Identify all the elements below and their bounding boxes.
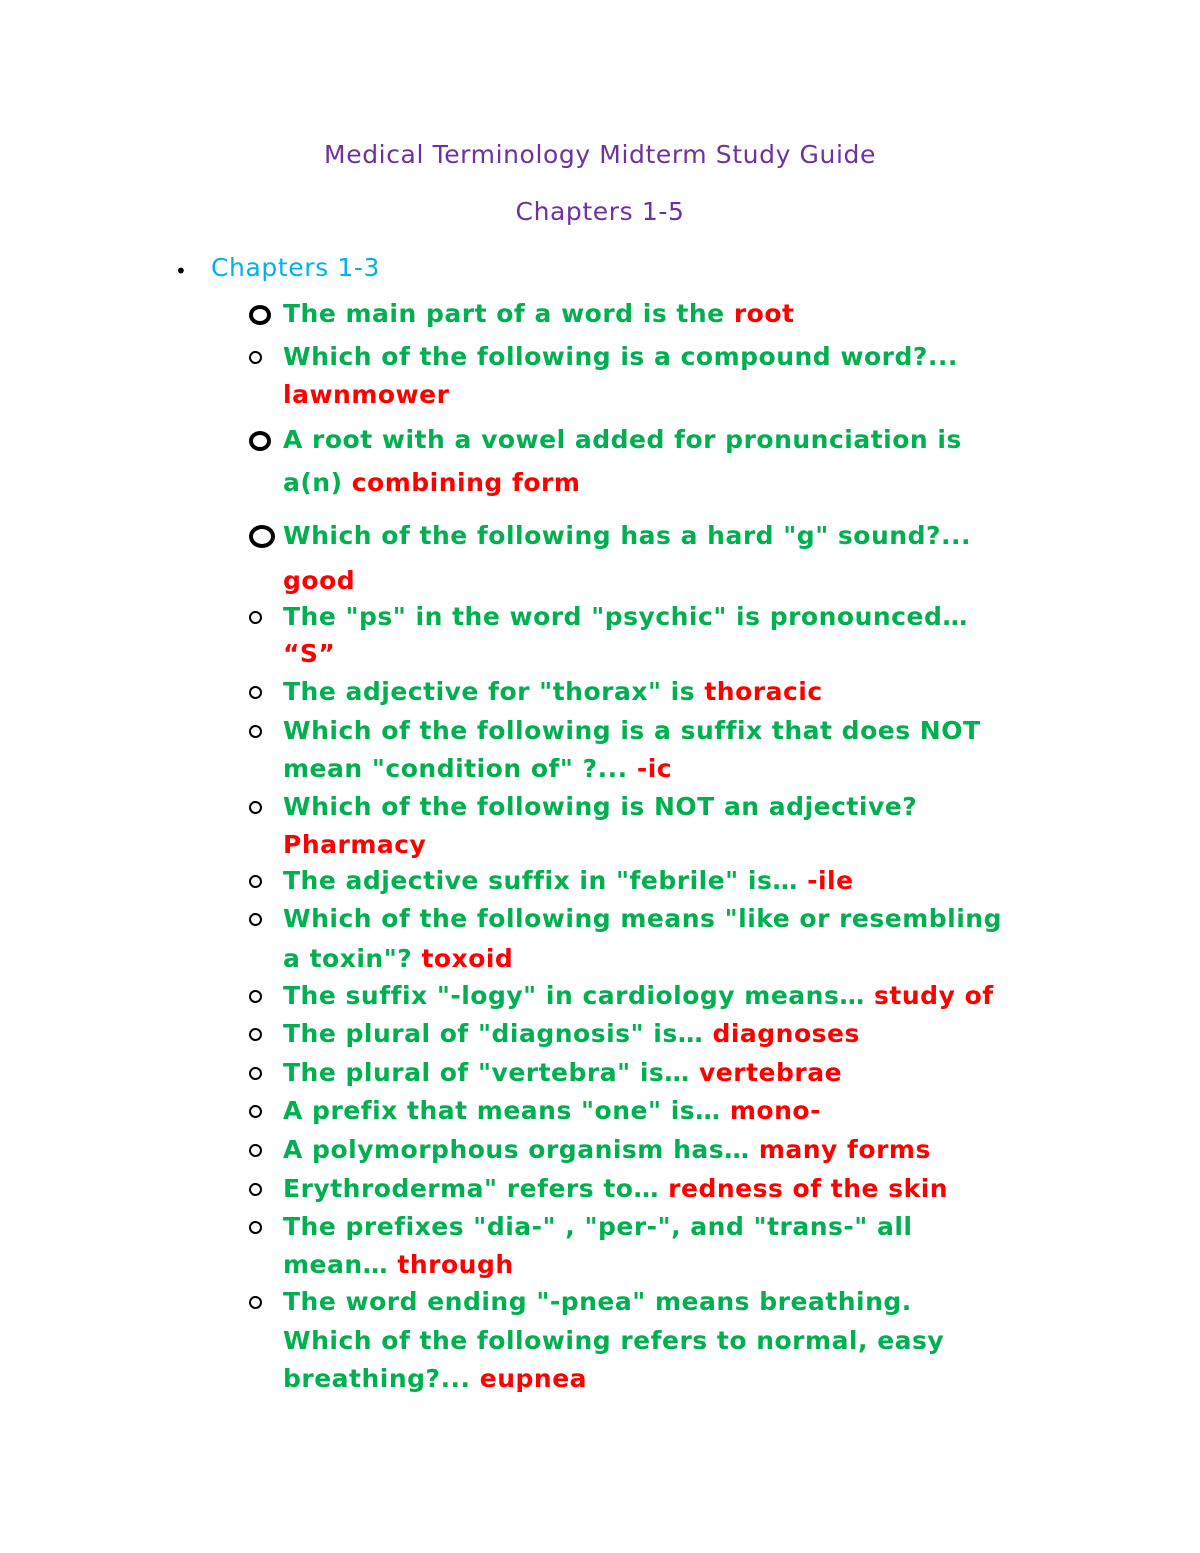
question-text: breathing?... <box>283 1364 480 1393</box>
answer-text: toxoid <box>421 944 514 973</box>
question-text: Which of the following has a hard "g" sound?... <box>283 521 971 550</box>
answer-text: study of <box>874 981 994 1010</box>
answer-text: mono- <box>729 1096 821 1125</box>
question-text: A prefix that means "one" is… <box>283 1096 730 1125</box>
question-text: The suffix "-logy" in cardiology means… <box>283 981 875 1010</box>
question-text: Which of the following means "like or resembling <box>283 904 1002 933</box>
hollow-circle-bullet-icon <box>249 913 262 926</box>
answer-text: combining form <box>351 468 581 497</box>
question-text: Which of the following is a suffix that does NOT <box>283 716 981 745</box>
answer-text: “S” <box>283 639 336 668</box>
question-text: A root with a vowel added for pronunciation is <box>283 425 962 454</box>
question-text: The word ending "-pnea" means breathing. <box>283 1287 912 1316</box>
hollow-circle-bullet-icon <box>249 725 262 738</box>
answer-text: good <box>283 566 356 595</box>
answer-text: -ile <box>807 866 854 895</box>
question-text: a(n) <box>283 468 352 497</box>
section-label: Chapters 1-3 <box>211 253 380 282</box>
hollow-circle-bullet-icon <box>249 1183 262 1196</box>
answer-text: thoracic <box>704 677 823 706</box>
hollow-circle-bullet-icon <box>249 1067 262 1080</box>
question-text: The main part of a word is the <box>283 299 734 328</box>
answer-text: many forms <box>758 1135 931 1164</box>
question-text: A polymorphous organism has… <box>283 1135 759 1164</box>
document-subtitle: Chapters 1-5 <box>515 197 685 226</box>
hollow-circle-bullet-icon <box>249 1296 262 1309</box>
question-text: The prefixes "dia-" , "per-", and "trans-" all <box>283 1212 913 1241</box>
question-text: The adjective suffix in "febrile" is… <box>283 866 808 895</box>
answer-text: through <box>397 1250 514 1279</box>
question-text: Erythroderma" refers to… <box>283 1174 669 1203</box>
question-text: Which of the following refers to normal, easy <box>283 1326 945 1355</box>
hollow-circle-bullet-icon <box>249 525 275 548</box>
answer-text: redness of the skin <box>668 1174 949 1203</box>
answer-text: eupnea <box>479 1364 588 1393</box>
answer-text: root <box>733 299 795 328</box>
question-text: The plural of "diagnosis" is… <box>283 1019 713 1048</box>
answer-text: lawnmower <box>283 380 450 409</box>
question-text: Which of the following is NOT an adjective? <box>283 792 918 821</box>
answer-text: diagnoses <box>712 1019 860 1048</box>
bullet-icon: • <box>175 259 188 283</box>
hollow-circle-bullet-icon <box>249 801 262 814</box>
hollow-circle-bullet-icon <box>249 1144 262 1157</box>
question-text: Which of the following is a compound word?... <box>283 342 958 371</box>
hollow-circle-bullet-icon <box>249 686 262 699</box>
question-text: The "ps" in the word "psychic" is pronounced… <box>283 602 968 631</box>
hollow-circle-bullet-icon <box>249 351 262 364</box>
hollow-circle-bullet-icon <box>249 1028 262 1041</box>
hollow-circle-bullet-icon <box>249 875 262 888</box>
question-text: mean… <box>283 1250 398 1279</box>
question-text: a toxin"? <box>283 944 422 973</box>
document-title: Medical Terminology Midterm Study Guide <box>324 140 876 169</box>
question-text: mean "condition of" ?... <box>283 754 637 783</box>
hollow-circle-bullet-icon <box>249 990 262 1003</box>
answer-text: -ic <box>636 754 673 783</box>
answer-text: Pharmacy <box>283 830 427 859</box>
question-text: The plural of "vertebra" is… <box>283 1058 699 1087</box>
hollow-circle-bullet-icon <box>249 431 271 451</box>
hollow-circle-bullet-icon <box>249 611 262 624</box>
question-text: The adjective for "thorax" is <box>283 677 705 706</box>
hollow-circle-bullet-icon <box>249 1105 262 1118</box>
hollow-circle-bullet-icon <box>249 305 271 325</box>
answer-text: vertebrae <box>699 1058 843 1087</box>
hollow-circle-bullet-icon <box>249 1221 262 1234</box>
